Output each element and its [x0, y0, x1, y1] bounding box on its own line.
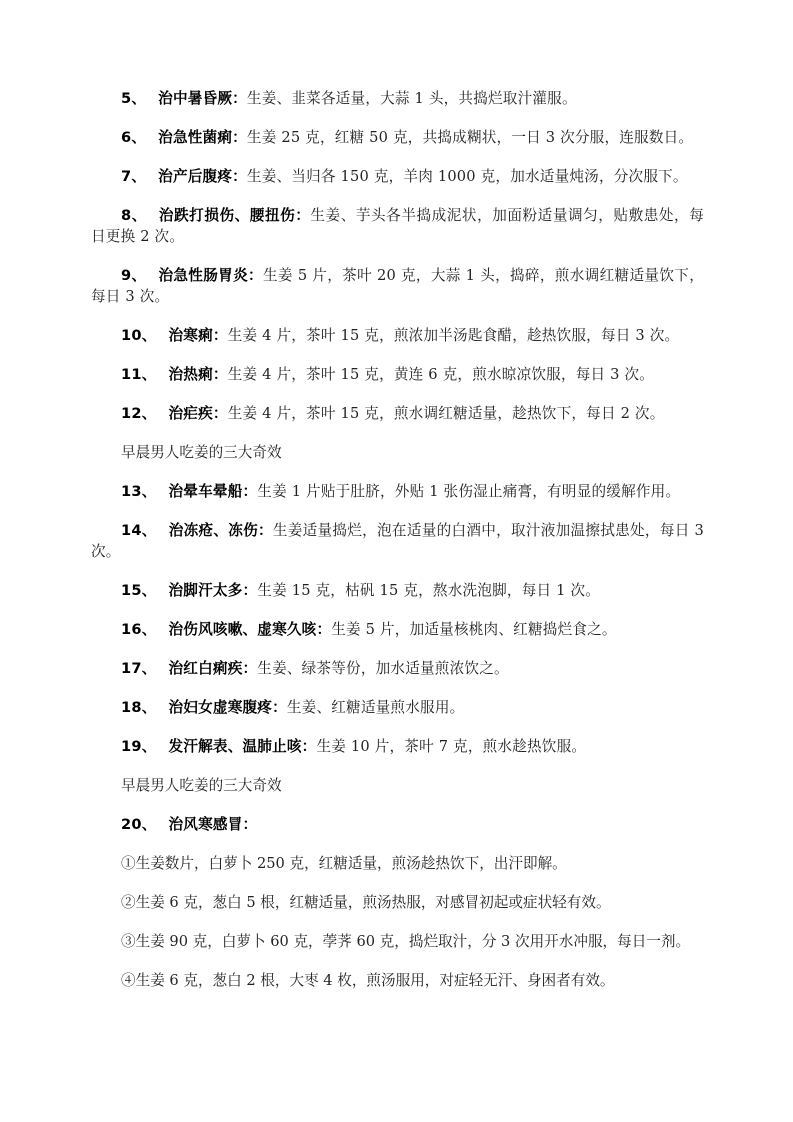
item-title: 治急性肠胃炎：: [158, 267, 263, 284]
item-text: 生姜适量捣烂，泡在适量的白酒中，取汁液加温擦拭患处，每日 3 次。: [91, 522, 704, 560]
item-text: 生姜、韭菜各适量，大蒜 1 头，共捣烂取汁灌服。: [246, 90, 577, 107]
item-title: 治冻疮、冻伤：: [168, 522, 273, 539]
item-text: 生姜 4 片，茶叶 15 克，黄连 6 克，煎水晾凉饮服，每日 3 次。: [227, 366, 655, 383]
item-number: 11、: [121, 366, 157, 383]
list-item: [91, 697, 704, 718]
document-page: [91, 88, 704, 1009]
list-item: [91, 265, 704, 307]
remedy-item: ①生姜数片，白萝卜 250 克，红糖适量，煎汤趁热饮下，出汗即解。: [121, 855, 567, 872]
item-title: 治急性菌痢：: [158, 129, 247, 146]
item-title: 治疟疾：: [168, 405, 228, 422]
item-number: 10、: [121, 327, 157, 344]
item-title: 治脚汗太多：: [168, 582, 258, 599]
item-text: 生姜 15 克，枯矾 15 克，熬水洗泡脚，每日 1 次。: [257, 582, 601, 599]
item-title: 治产后腹疼：: [158, 168, 247, 185]
item-number: 8、: [121, 207, 147, 224]
item-title: 治风寒感冒：: [168, 816, 258, 833]
item-title: 治热痢：: [168, 366, 228, 383]
item-number: 5、: [121, 90, 147, 107]
list-item: [91, 736, 704, 757]
list-item: [91, 364, 704, 385]
item-text: 生姜 1 片贴于肚脐，外贴 1 张伤湿止痛膏，有明显的缓解作用。: [257, 483, 681, 500]
item-number: 18、: [121, 699, 157, 716]
list-item: [91, 127, 704, 148]
item-text: 生姜 4 片，茶叶 15 克，煎浓加半汤匙食醋，趁热饮服，每日 3 次。: [227, 327, 680, 344]
list-item: [91, 580, 704, 601]
item-number: 12、: [121, 405, 157, 422]
item-text: 生姜、芋头各半捣成泥状，加面粉适量调匀，贴敷患处，每日更换 2 次。: [91, 207, 704, 245]
item-title: 治寒痢：: [168, 327, 228, 344]
item-number: 17、: [121, 660, 157, 677]
item-number: 16、: [121, 621, 157, 638]
section-subheading: 早晨男人吃姜的三大奇效: [121, 444, 282, 461]
item-title: 治妇女虚寒腹疼：: [168, 699, 287, 716]
item-text: 生姜 10 片，茶叶 7 克，煎水趁热饮服。: [316, 738, 587, 755]
item-number: 6、: [121, 129, 147, 146]
list-item: [91, 658, 704, 679]
list-item: [91, 403, 704, 424]
remedy-item: ④生姜 6 克，葱白 2 根，大枣 4 枚，煎汤服用，对症轻无汗、身困者有效。: [121, 972, 615, 989]
list-item: [91, 325, 704, 346]
item-title: 发汗解表、温肺止咳：: [168, 738, 317, 755]
item-number: 14、: [121, 522, 157, 539]
remedy-item: ②生姜 6 克，葱白 5 根，红糖适量，煎汤热服，对感冒初起或症状轻有效。: [121, 894, 611, 911]
item-title: 治跌打损伤、腰扭伤：: [158, 207, 311, 224]
item-title: 治红白痢疾：: [168, 660, 258, 677]
item-title: 治中暑昏厥：: [158, 90, 247, 107]
item-number: 15、: [121, 582, 157, 599]
list-item: [91, 814, 704, 835]
item-number: 7、: [121, 168, 147, 185]
item-text: 生姜 25 克，红糖 50 克，共捣成糊状，一日 3 次分服，连服数日。: [246, 129, 694, 146]
item-number: 9、: [121, 267, 147, 284]
item-text: 生姜 5 片，茶叶 20 克，大蒜 1 头，捣碎，煎水调红糖适量饮下，每日 3 次。: [91, 267, 704, 305]
item-number: 20、: [121, 816, 157, 833]
list-item: [91, 481, 704, 502]
list-item: [91, 88, 704, 109]
item-text: 生姜 5 片，加适量核桃肉、红糖捣烂食之。: [331, 621, 617, 638]
section-subheading: 早晨男人吃姜的三大奇效: [121, 777, 282, 794]
item-number: 13、: [121, 483, 157, 500]
item-text: 生姜、绿茶等份，加水适量煎浓饮之。: [257, 660, 509, 677]
list-item: [91, 520, 704, 562]
item-text: 生姜、红糖适量煎水服用。: [286, 699, 465, 716]
list-item: [91, 166, 704, 187]
list-item: [91, 619, 704, 640]
item-number: 19、: [121, 738, 157, 755]
item-title: 治伤风咳嗽、虚寒久咳：: [168, 621, 332, 638]
list-item: [91, 205, 704, 247]
item-text: 生姜 4 片，茶叶 15 克，煎水调红糖适量，趁热饮下，每日 2 次。: [227, 405, 665, 422]
item-title: 治晕车晕船：: [168, 483, 258, 500]
remedy-item: ③生姜 90 克，白萝卜 60 克，荸荠 60 克，捣烂取汁，分 3 次用开水冲服，每日一剂。: [121, 933, 691, 950]
item-text: 生姜、当归各 150 克，羊肉 1000 克，加水适量炖汤，分次服下。: [246, 168, 688, 185]
